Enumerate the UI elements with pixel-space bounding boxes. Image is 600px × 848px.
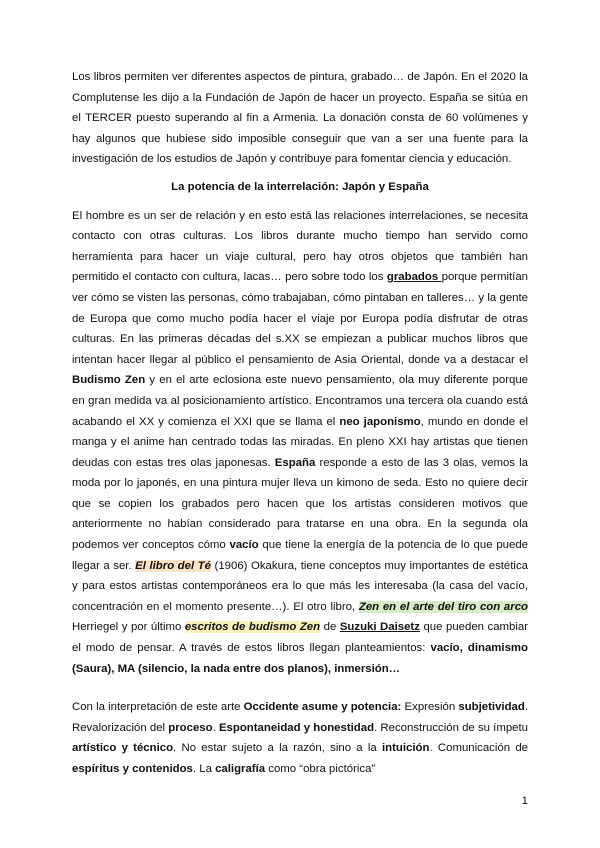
book-title-escritos-budismo-zen: escritos de budismo Zen	[184, 621, 321, 634]
text-run: (1906) Okakura, tiene conceptos muy importantes de estética y para estos artistas contemporáneos era lo que más les interesaba (la casa del vacío, concentración en el momento presente…). El otro libro,	[72, 559, 528, 613]
text-run: de	[320, 621, 340, 634]
term-grabados: grabados	[386, 271, 442, 284]
text-run: , mundo en donde el manga y el anime han centrado todas las miradas. En pleno XXI hay artistas que tienen deudas con estas tres olas japonesas.	[72, 415, 528, 469]
text-run: que pueden cambiar el modo de pensar. A través de estos libros llegan planteamientos:	[72, 621, 529, 655]
section-heading: La potencia de la interrelación: Japón y España	[171, 180, 429, 193]
text-run: Expresión	[401, 701, 459, 714]
text-run: . Revalorización del	[72, 701, 528, 734]
main-paragraph	[72, 206, 528, 680]
term-espiritus: espíritus y contenidos	[72, 763, 193, 775]
intro-text: Los libros permiten ver diferentes aspectos de pintura, grabado… de Japón. En el 2020 la Complutense les dijo a la Fundación de Japón de hacer un proyecto. España se sitúa en el TERCER puesto superando al fin a Armenia. La donación consta de 60 volúmenes y hay algunos que hubiese sido imposible conseguir que van a ser una fuente para la investigación de los estudios de Japón y contribuye para fomentar ciencia y educación.	[72, 71, 528, 166]
text-run: responde a esto de las 3 olas, vemos la moda por lo japonés, en una pintura mujer lleva un kimono de seda. Esto no quiere decir que se copien los grabados pero hacen que los artistas consideren motivos que anteriormente no habían considerado para tratarse en una obra. En la segunda ola podemos ver conceptos cómo	[72, 456, 528, 552]
term-caligrafia: caligrafía	[215, 763, 266, 775]
book-title-libro-del-te: El libro del Té	[135, 559, 211, 572]
term-subjetividad: subjetividad	[458, 701, 525, 714]
term-espontaneidad: Espontaneidad y honestidad	[218, 721, 375, 734]
page-number: 1	[521, 795, 528, 807]
term-vacio: vacío	[229, 539, 259, 552]
text-run: . Comunicación de	[429, 742, 529, 755]
term-occidente: Occidente asume y potencia:	[243, 701, 402, 714]
text-run: Con la interpretación de este arte	[72, 701, 244, 714]
term-planteamientos: vacío, dinamismo (Saura), MA (silencio, la nada entre dos planos), inmersión…	[72, 642, 528, 675]
text-run: El hombre es un ser de relación y en esto está las relaciones interrelaciones, se necesita contacto con otras culturas. Los libros durante mucho tiempo han servido como herramienta para hacer un viaje cultural, pero hay otros objetos que también han permitido el contacto con cultura, lacas… pero sobre todo los	[72, 209, 528, 284]
text-run: . No estar sujeto a la razón, sino a la	[173, 742, 383, 755]
term-artistico-tecnico: artístico y técnico	[72, 742, 174, 755]
author-suzuki-daisetz: Suzuki Daisetz	[339, 621, 420, 634]
intro-paragraph	[72, 67, 528, 170]
text-run: Herriegel y por último	[72, 621, 185, 634]
term-intuicion: intuición	[382, 742, 430, 755]
text-run: . Reconstrucción de su ímpetu	[374, 721, 528, 734]
term-proceso: proceso	[168, 721, 213, 734]
term-espana: España	[274, 456, 316, 469]
text-run: porque permitían ver cómo se visten las personas, cómo trabajaban, cómo pintaban en talleres… y la gente de Europa que como mucho podía hacer el viaje por Europa podía disfrutar de otras culturas. En las primeras décadas del s.XX se empiezan a publicar muchos libros que intentan hacer llegar al público el pensamiento de Asia Oriental, donde va a destacar el	[72, 271, 528, 366]
document-body	[72, 67, 528, 780]
term-neo-japonismo: neo japonismo	[339, 415, 421, 428]
book-title-zen-tiro-con-arco: Zen en el arte del tiro con arco	[358, 600, 528, 613]
text-run: .	[212, 721, 219, 734]
text-run: como “obra pictórica”	[265, 763, 376, 775]
text-run: y en el arte eclosiona este nuevo pensamiento, ola muy diferente porque en gran medida va al posicionamiento artístico. Encontramos una tercera ola cuando está acabando el XX y comienza el XXI que se llama el	[72, 374, 528, 428]
text-run: . La	[192, 763, 216, 775]
term-budismo-zen: Budismo Zen	[72, 374, 146, 387]
closing-paragraph	[72, 697, 528, 779]
text-run: que tiene la energía de la potencia de lo que puede llegar a ser.	[72, 539, 528, 572]
